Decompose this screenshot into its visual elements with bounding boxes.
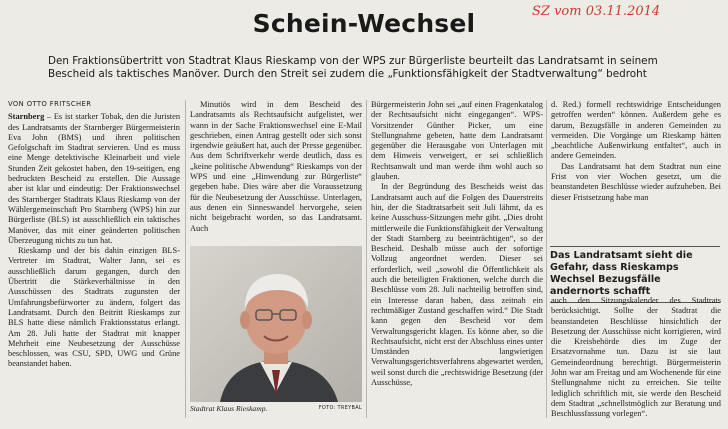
pull-quote — [550, 246, 720, 303]
photo-caption — [190, 404, 362, 413]
photo-credit: FOTO: TREYBAL — [318, 405, 362, 411]
paragraph: Bürgermeisterin John sei „auf einen Fragenkatalog der Rechtsaufsicht nicht eingegangen“. WPS-Vorsitzender Günther Picker, um eine Stellungnahme gebeten, hatte dem Landratsamt gegenüber die Herausgabe von Unterlagen mit dem Hinweis verweigert, er sei schließlich Rechtsanwalt und man werde ihm wohl auch so glauben. — [371, 100, 543, 182]
portrait-photo — [190, 246, 362, 402]
paragraph-text: – Es ist starker Tobak, den die Juristen des Landratsamts der Starnberger Bürgermeisterin Eva John (BMS) und ihren politischen Gefolgschaft im Stadtrat servieren. Und es muss eine Menge detektivische Kleinarbeit und viele Stunden Zeit gekostet haben, den 19-seitigen, eng bedruckten Bescheid zu erstellen. Die Aussage aber ist klar und eindeutig: Der Fraktionswechsel des Starnberger Stadtrats Klaus Rieskamp von der Wählergemeinschaft Pro Starnberg (WPS) hin zur Bürgerliste (BLS) ist ausschließlich ein taktisches Manöver, das mit einer geänderten politischen Überzeugung nichts zu tun hat. — [8, 112, 180, 245]
paragraph: Das Landratsamt hat dem Stadtrat nun eine Frist von vier Wochen gesetzt, um die beanstandeten Beschlüsse wieder aufzuheben. Bei dieser Fristsetzung habe man — [551, 161, 721, 202]
paragraph: d. Red.) formell rechtswidrige Entscheidungen getroffen werden“ können. Außerdem gehe es darum, Bezugsfälle in anderen Gemeinden zu vermeiden. Die Vorgänge um Rieskamp hätten „beachtliche Außenwirkung entfaltet“, auch in andere Gemeinden. — [551, 100, 721, 161]
paragraph: auch den Sitzungskalender des Stadtrats berücksichtigt. Sollte der Stadtrat die beanstandeten Beschlüsse hinsichtlich der Besetzung der Ausschüsse nicht korrigieren, wird die Kreisbehörde dies im Zuge der Ersatzvornahme tun. Dazu ist sie laut Gemeindeordnung berechtigt. Bürgermeisterin John war am Freitag und am Wochenende für eine Stellungnahme nicht zu erreichen. Sie teilte lediglich schriftlich mit, sie werde den Bescheid dem Stadtrat „schnellstmöglich zur Beratung und Beschlussfassung vorlegen“. — [551, 296, 721, 419]
caption-text: Stadtrat Klaus Rieskamp. — [190, 404, 268, 413]
pull-quote-text: Das Landratsamt sieht die Gefahr, dass Rieskamps Wechsel Bezugsfälle andernorts schafft — [550, 250, 693, 297]
article-lead — [48, 55, 688, 81]
column-4-top — [551, 100, 721, 242]
column-divider — [546, 100, 547, 418]
dateline-location: Starnberg — [8, 112, 45, 122]
lead-text: Den Fraktionsübertritt von Stadtrat Klaus Rieskamp von der WPS zur Bürgerliste beurteilt das Landratsamt in seinem Bescheid als taktisches Manöver. Durch den Streit sei zudem die „Funktionsfähigkeit der Stadtverwaltung“ bedroht — [48, 55, 658, 80]
byline: VON OTTO FRITSCHER — [8, 100, 92, 108]
column-divider — [185, 100, 186, 418]
column-4-bottom — [551, 296, 721, 421]
column-3 — [371, 100, 543, 420]
article-headline: Schein-Wechsel — [252, 9, 476, 38]
paragraph: In der Begründung des Bescheids weist das Landratsamt auch auf die Folgen des Dauerstreits hin, der die Stadtratsarbeit seit Juli lähmt, da es keine Ausschuss-Sitzungen mehr gibt. „Dies droht mittlerweile die Funktionsfähigkeit der Verwaltung der Stadt Starnberg zu beeinträchtigen“, so der Bescheid. Deshalb müsse auch der sofortige Vollzug angeordnet werden. Dieser sei erforderlich, weil „sowohl die Öffentlichkeit als auch die beteiligten Fraktionen, welche durch die Beschlüsse vom 28. Juli nachteilig betroffen sind, ein Interesse daran haben, dass zeitnah ein rechtmäßiger Zustand geschaffen wird.“ Die Stadt kann gegen den Bescheid vor dem Verwaltungsgericht klagen. Es könne aber, so die Rechtsaufsicht, nicht erst der Abschluss eines unter Umständen langwierigen Verwaltungsgerichtsverfahrens abgewartet werden, weil sonst durch die „rechtswidrige Besetzung (der Ausschüsse, — [371, 182, 543, 388]
column-divider — [366, 100, 367, 418]
handwritten-source-date: SZ vom 03.11.2014 — [532, 4, 661, 19]
column-1 — [8, 99, 180, 421]
portrait-illustration — [190, 246, 362, 402]
column-2 — [190, 100, 362, 242]
paragraph: Minutiös wird in dem Bescheid des Landratsamts als Rechtsaufsicht aufgelistet, wer wann in der Sache Fraktionswechsel eine E-Mail geschrieben, einen Antrag gestellt oder sich sonst irgendwie geäußert hat, auch der Presse gegenüber. Aus dem Schriftverkehr werde deutlich, dass es „keine politische Abwendung“ Rieskamps von der WPS und eine „Hinwendung zur Bürgerliste“ gegeben habe. Dies wäre aber die Voraussetzung für die Neubesetzung der Ausschüsse. Unterlagen, aus denen ein Sinneswandel hervorgehe, seien nicht beigebracht worden, so das Landratsamt. Auch — [190, 100, 362, 233]
paragraph — [8, 112, 180, 246]
paragraph: Rieskamp und der bis dahin einzigen BLS-Vertreter im Stadtrat, Walter Jann, sei es ausschließlich darum gegangen, durch den Übertritt die Stärkeverhältnisse in den Ausschüssen des Stadtrats zugunsten der Umfahrungsbefürworter zu ändern, folgert das Landratsamt. Durch den Beitritt Rieskamps zur BLS hatte diese nämlich Fraktionsstatus erlangt. Am 28. Juli hatte der Stadtrat mit knapper Mehrheit eine Neubesetzung der Ausschüsse beschlossen, was CSU, SPD, UWG und Grüne beanstandet haben. — [8, 246, 180, 369]
